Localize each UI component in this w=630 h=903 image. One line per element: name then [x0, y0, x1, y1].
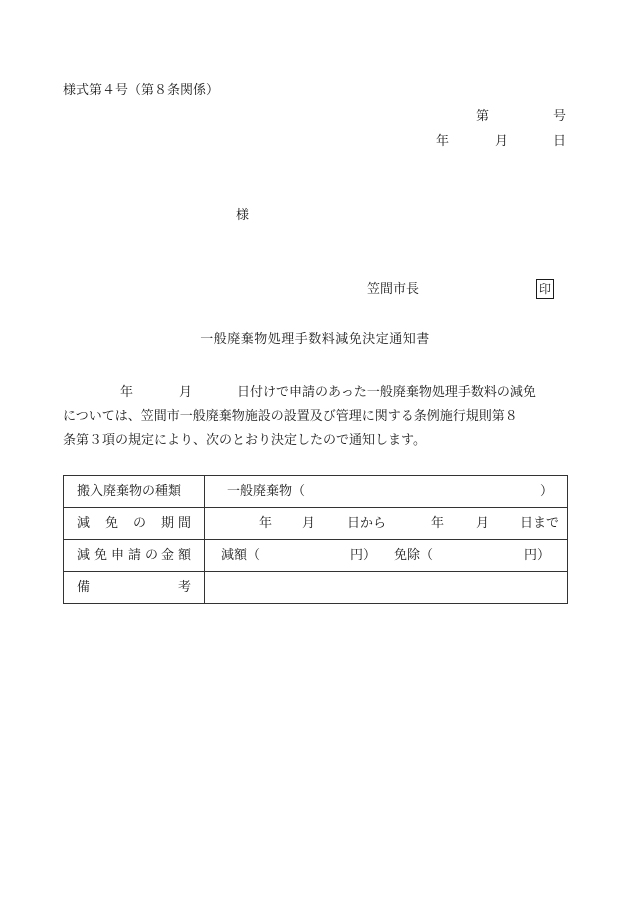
- number-dai-label: 第: [476, 109, 490, 124]
- period-value-cell[interactable]: [205, 508, 568, 540]
- amount-label-cell: [64, 540, 205, 572]
- body-line-1-text: 日付けで申請のあった一般廃棄物処理手数料の減免: [237, 385, 536, 400]
- waste-type-suffix: ）: [540, 484, 554, 499]
- body-year: 年: [120, 385, 134, 400]
- form-number-label: 様式第４号（第８条関係）: [63, 83, 220, 98]
- remarks-label-char-1: 備: [77, 580, 91, 595]
- amount-label-char-6: 金: [161, 548, 175, 563]
- period-label-cell: [64, 508, 205, 540]
- period-label-char-5: 間: [178, 516, 192, 531]
- waste-type-label: 搬入廃棄物の種類: [77, 484, 182, 499]
- issuer-name: 笠間市長: [367, 282, 420, 297]
- table-row-amount: [64, 540, 568, 572]
- amount-label-char-2: 免: [94, 548, 108, 563]
- remarks-label-char-2: 考: [178, 580, 192, 595]
- period-label-char-4: 期: [161, 516, 175, 531]
- number-go-label: 号: [552, 109, 566, 124]
- notice-body: [63, 381, 568, 453]
- period-end-year: 年: [431, 516, 445, 531]
- document-title: 一般廃棄物処理手数料減免決定通知書: [200, 332, 430, 347]
- amount-label-char-7: 額: [178, 548, 192, 563]
- amount-label-char-5: の: [145, 548, 159, 563]
- reduction-detail-table: [63, 475, 568, 604]
- period-end-day: 日まで: [520, 516, 560, 531]
- period-label-char-2: 免: [105, 516, 119, 531]
- amount-value-cell[interactable]: [205, 540, 568, 572]
- table-row-remarks: [64, 572, 568, 604]
- waste-type-value-cell[interactable]: [205, 476, 568, 508]
- issue-date-line: [436, 135, 566, 149]
- reduction-amount-label: 減額（: [221, 548, 261, 563]
- period-end-month: 月: [476, 516, 490, 531]
- addressee-honorific: 様: [236, 208, 250, 223]
- body-line-1: [63, 381, 568, 405]
- date-day-label: 日: [552, 134, 566, 149]
- body-month: 月: [179, 385, 193, 400]
- exemption-yen-label: 円）: [524, 548, 551, 563]
- body-line-2: [63, 405, 568, 429]
- reduction-yen-label: 円）: [350, 548, 377, 563]
- date-month-label: 月: [495, 134, 509, 149]
- period-label-char-1: 減: [77, 516, 91, 531]
- waste-type-prefix: 一般廃棄物（: [227, 484, 306, 499]
- body-line-3-text: 条第３項の規定により、次のとおり決定したので通知します。: [63, 433, 426, 448]
- document-number-line: [476, 110, 566, 124]
- period-label-char-3: の: [133, 516, 147, 531]
- waste-type-label-cell: [64, 476, 205, 508]
- date-year-label: 年: [436, 134, 450, 149]
- remarks-label-cell: [64, 572, 205, 604]
- amount-label-char-3: 申: [111, 548, 125, 563]
- body-line-3: [63, 429, 568, 453]
- body-line-2-text: については、笠間市一般廃棄物施設の設置及び管理に関する条例施行規則第８: [63, 409, 518, 424]
- amount-label-char-4: 請: [128, 548, 142, 563]
- period-start-day: 日から: [347, 516, 387, 531]
- seal-mark: 印: [536, 279, 554, 299]
- table-row-period: [64, 508, 568, 540]
- period-start-year: 年: [259, 516, 273, 531]
- exemption-amount-label: 免除（: [394, 548, 434, 563]
- table-row-waste-type: [64, 476, 568, 508]
- remarks-value-cell[interactable]: [205, 572, 568, 604]
- amount-label-char-1: 減: [77, 548, 91, 563]
- period-start-month: 月: [302, 516, 316, 531]
